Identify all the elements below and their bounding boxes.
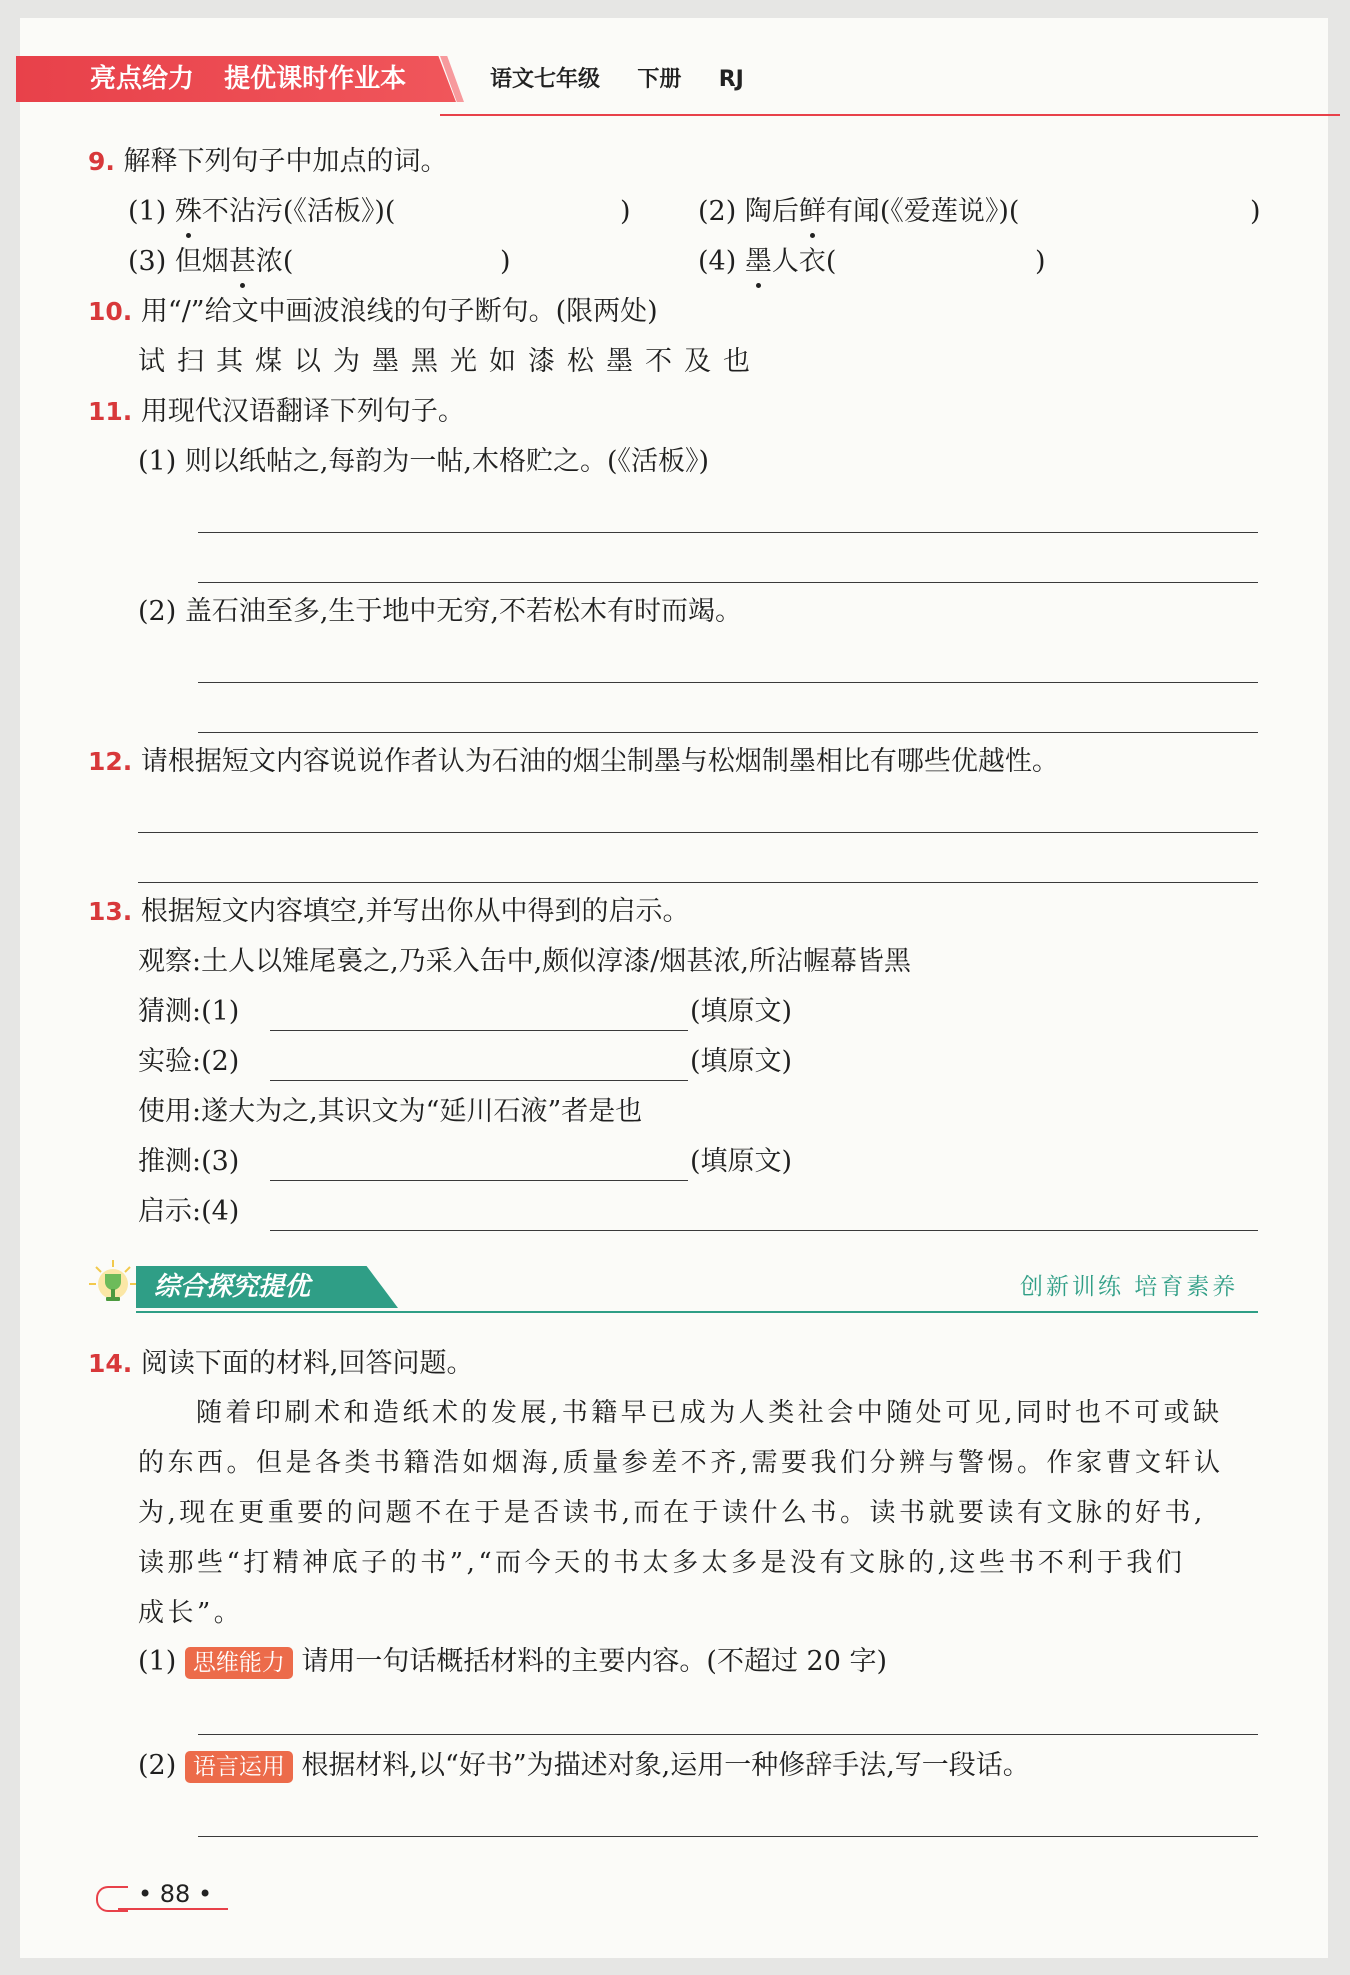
fill-line[interactable]: [270, 1230, 1258, 1231]
q13-infer: 推测:(3): [138, 1146, 240, 1177]
q14-text: 阅读下面的材料,回答问题。: [140, 1348, 474, 1379]
q14-number: 14.: [88, 1349, 133, 1378]
q10-number: 10.: [88, 297, 133, 326]
item-label: (2): [138, 596, 177, 627]
header-meta: [490, 60, 744, 100]
q9-text: 解释下列句子中加点的词。: [123, 146, 448, 177]
item-label: (2): [698, 196, 737, 227]
q14-paragraph-line: 成长”。: [138, 1598, 244, 1628]
answer-line[interactable]: [198, 582, 1258, 583]
section-subtitle: 创新训练 培育素养: [1020, 1274, 1239, 1300]
item-text: 根据材料,以“好书”为描述对象,运用一种修辞手法,写一段话。: [301, 1750, 1030, 1781]
q9-item-1: [128, 192, 395, 232]
item-text: 不沾污(《活板》)(: [201, 196, 396, 227]
header-brand: [90, 58, 406, 100]
q14-paragraph-line: 为,现在更重要的问题不在于是否读书,而在于读什么书。读书就要读有文脉的好书,: [138, 1498, 1206, 1528]
q12-number: 12.: [88, 747, 133, 776]
q13-guess: 猜测:(1): [138, 996, 240, 1027]
q9-item-1-close: ): [620, 196, 631, 227]
dotted-char: 甚: [229, 242, 256, 282]
q10-text: 用“/”给文中画波浪线的句子断句。(限两处): [140, 296, 658, 327]
volume: 下册: [637, 67, 682, 92]
q14-paragraph-line: 的东西。但是各类书籍浩如烟海,质量参差不齐,需要我们分辨与警惕。作家曹文轩认: [138, 1448, 1224, 1478]
item-text: 请用一句话概括材料的主要内容。(不超过 20 字): [301, 1646, 888, 1677]
item-text: 则以纸帖之,每韵为一帖,木格贮之。(《活板》): [184, 446, 710, 477]
item-text: 盖石油至多,生于地中无穷,不若松木有时而竭。: [184, 596, 743, 627]
q10-stem: [88, 292, 658, 332]
item-text: 陶后: [744, 196, 799, 227]
q14-sub-2: [138, 1746, 1030, 1786]
q11-item-1: [138, 442, 709, 482]
header-rule: [440, 114, 1340, 116]
q9-item-4: [698, 242, 836, 282]
fill-note: (填原文): [690, 1146, 793, 1177]
answer-line[interactable]: [198, 1836, 1258, 1837]
q13-number: 13.: [88, 897, 133, 926]
item-text: 人衣(: [771, 246, 837, 277]
item-label: (1): [138, 446, 177, 477]
answer-line[interactable]: [138, 882, 1258, 883]
answer-line[interactable]: [138, 832, 1258, 833]
q11-number: 11.: [88, 397, 133, 426]
edition: RJ: [718, 67, 744, 92]
fill-line[interactable]: [270, 1030, 688, 1031]
section-trophy-icon: [86, 1258, 140, 1312]
item-text: 有闻(《爱莲说》)(: [825, 196, 1020, 227]
subject: 语文七年级: [490, 67, 601, 92]
dotted-char: 墨: [745, 242, 772, 282]
q11-item-2: [138, 592, 742, 632]
q9-item-3: [128, 242, 293, 282]
answer-line[interactable]: [198, 732, 1258, 733]
answer-line[interactable]: [198, 1734, 1258, 1735]
item-text: 浓(: [255, 246, 294, 277]
q12-text: 请根据短文内容说说作者认为石油的烟尘制墨与松烟制墨相比有哪些优越性。: [140, 746, 1059, 777]
fill-note: (填原文): [690, 996, 793, 1027]
answer-line[interactable]: [198, 532, 1258, 533]
dotted-char: 殊: [175, 192, 202, 232]
q14-paragraph-line: 读那些“打精神底子的书”,“而今天的书太多太多是没有文脉的,这些书不利于我们: [138, 1548, 1186, 1578]
item-label: (3): [128, 246, 167, 277]
q9-stem: [88, 142, 448, 182]
series-name: 提优课时作业本: [224, 64, 407, 94]
skill-tag: 语言运用: [185, 1751, 293, 1783]
q13-use: 使用:遂大为之,其识文为“延川石液”者是也: [138, 1096, 643, 1127]
q11-stem: [88, 392, 465, 432]
answer-line[interactable]: [198, 682, 1258, 683]
fill-note: (填原文): [690, 1046, 793, 1077]
item-label: (1): [128, 196, 167, 227]
q11-text: 用现代汉语翻译下列句子。: [140, 396, 465, 427]
q9-item-4-close: ): [1035, 246, 1046, 277]
q14-stem: [88, 1344, 473, 1384]
q12-stem: [88, 742, 1059, 782]
page: [20, 18, 1328, 1958]
fill-line[interactable]: [270, 1080, 688, 1081]
q9-item-2: [698, 192, 1019, 232]
page-number: • 88 •: [138, 1880, 213, 1908]
item-label: (2): [138, 1750, 177, 1781]
q10-sentence: 试扫其煤以为墨黑光如漆松墨不及也: [138, 346, 762, 377]
fill-line[interactable]: [270, 1180, 688, 1181]
q9-item-2-close: ): [1250, 196, 1261, 227]
section-title: 综合探究提优: [154, 1272, 311, 1302]
q9-number: 9.: [88, 147, 115, 176]
item-label: (4): [698, 246, 737, 277]
item-text: 但烟: [174, 246, 229, 277]
q9-item-3-close: ): [500, 246, 511, 277]
section-rule: [136, 1311, 1258, 1313]
brand-name: 亮点给力: [90, 64, 195, 94]
q13-text: 根据短文内容填空,并写出你从中得到的启示。: [140, 896, 690, 927]
item-label: (1): [138, 1646, 177, 1677]
dotted-char: 鲜: [799, 192, 826, 232]
skill-tag: 思维能力: [185, 1647, 293, 1679]
q13-experiment: 实验:(2): [138, 1046, 240, 1077]
q14-sub-1: [138, 1642, 887, 1682]
q13-observe: 观察:土人以雉尾裛之,乃采入缶中,颇似淳漆/烟甚浓,所沾幄幕皆黑: [138, 946, 911, 977]
q13-insight: 启示:(4): [138, 1196, 240, 1227]
q14-paragraph-line: 随着印刷术和造纸术的发展,书籍早已成为人类社会中随处可见,同时也不可或缺: [196, 1398, 1223, 1428]
q13-stem: [88, 892, 689, 932]
